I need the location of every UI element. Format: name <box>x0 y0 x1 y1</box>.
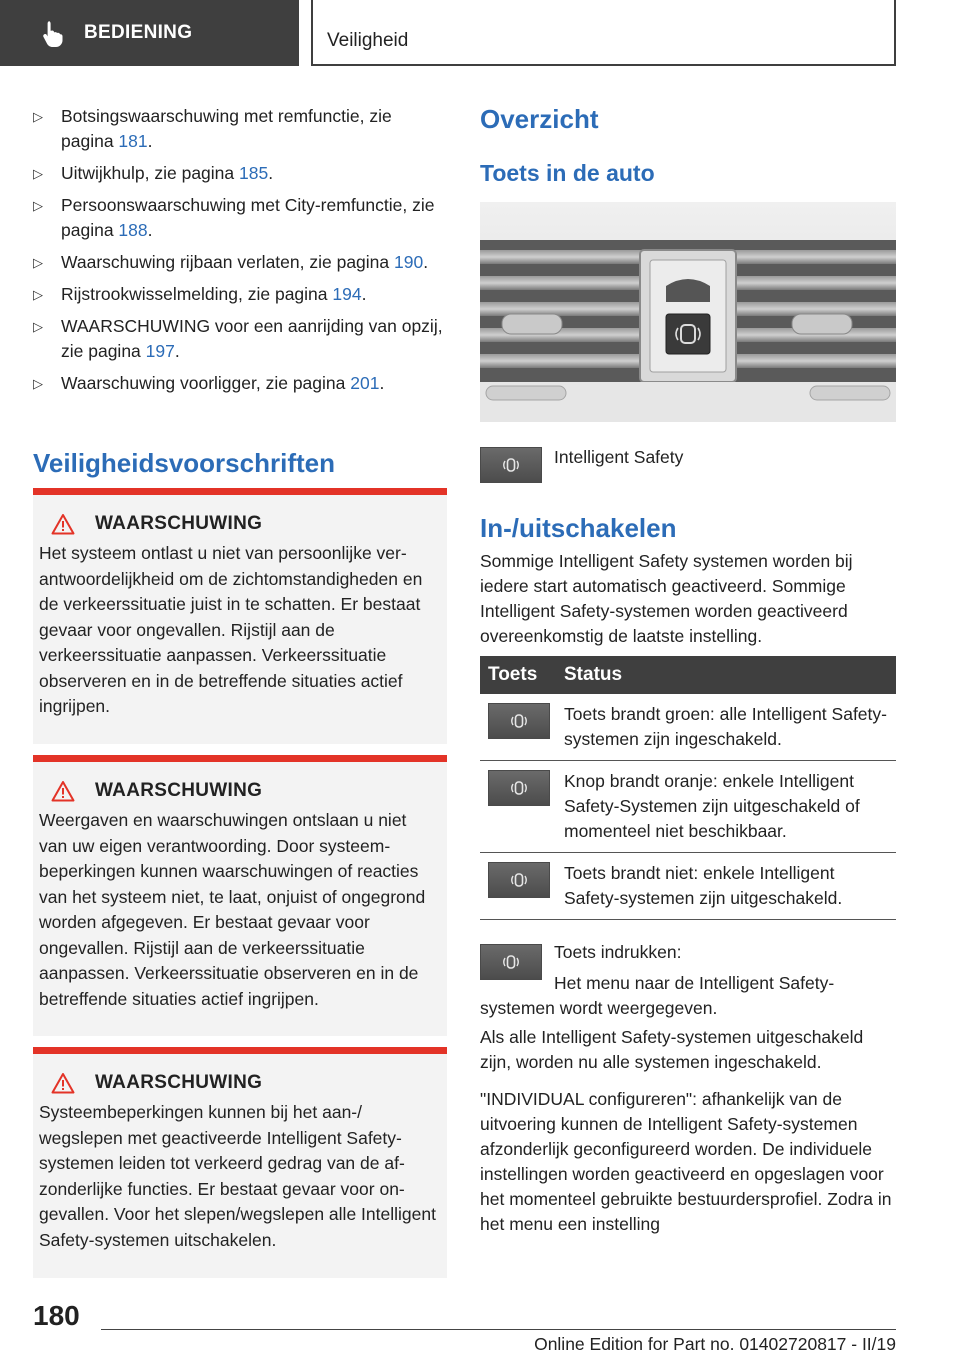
status-table <box>480 656 896 920</box>
list-item: ▷ Persoonswaarschuwing met City-remfunctie, zie pagina 188. <box>33 193 447 243</box>
list-item: ▷ Rijstrookwisselmelding, zie pagina 194. <box>33 282 447 307</box>
status-cell: Toets brandt groen: alle Intelligent Safety-systemen zijn ingeschakeld. <box>556 694 896 761</box>
footer-divider <box>101 1329 896 1330</box>
status-cell: Knop brandt oranje: enkele Intelligent Safety-Systemen zijn uitgeschakeld of momenteel niet beschikbaar. <box>556 761 896 853</box>
list-item: ▷ Uitwijkhulp, zie pagina 185. <box>33 161 447 186</box>
column-header: Toets <box>480 656 556 694</box>
safety-heading: Veiligheidsvoorschriften <box>33 448 335 478</box>
warning-box <box>33 1047 447 1278</box>
key-legend <box>480 445 884 483</box>
triangle-bullet-icon: ▷ <box>33 376 43 391</box>
table-row <box>480 694 896 761</box>
column-header: Status <box>556 656 896 694</box>
list-item: ▷ Botsingswaarschuwing met remfunctie, zie pagina 181. <box>33 104 447 154</box>
hand-pointer-icon <box>40 19 66 47</box>
air-vent-illustration <box>480 202 896 422</box>
page-link[interactable]: 188 <box>118 220 148 240</box>
page-link[interactable]: 194 <box>332 284 362 304</box>
warning-title: WAARSCHUWING <box>95 1072 263 1093</box>
table-row <box>480 853 896 920</box>
list-item: ▷ WAARSCHUWING voor een aanrijding van opzij, zie pagina 197. <box>33 314 447 364</box>
status-cell: Toets brandt niet: enkele Intelligent Safety-systemen zijn uitgeschakeld. <box>556 853 896 920</box>
warning-triangle-icon <box>51 513 75 535</box>
paragraph: "INDIVIDUAL configureren": afhankelijk van de uitvoering kunnen de Intelligent Safety-systemen afzonderlijk geconfigureerd worden. De individuele instellingen worden geactiveerd en opgeslagen voor het momenteel gebruikte bestuurdersprofiel. Zodra in het menu een instelling <box>480 1089 892 1234</box>
warning-triangle-icon <box>51 1072 75 1094</box>
page-link[interactable]: 190 <box>394 252 424 272</box>
triangle-bullet-icon: ▷ <box>33 166 43 181</box>
safety-button-icon <box>488 862 550 898</box>
chapter-label: Veiligheid <box>327 30 409 51</box>
list-item: ▷ Waarschuwing rijbaan verlaten, zie pagina 190. <box>33 250 447 275</box>
triangle-bullet-icon: ▷ <box>33 198 43 213</box>
press-result: Het menu naar de Intelligent Safety-systemen wordt weergegeven. <box>480 973 835 1018</box>
key-subheading: Toets in de auto <box>480 160 655 186</box>
warning-box <box>33 755 447 1036</box>
safety-button-icon <box>488 770 550 806</box>
related-topics-list <box>33 104 447 403</box>
list-item: ▷ Waarschuwing voorligger, zie pagina 201. <box>33 371 447 396</box>
safety-button-icon <box>480 447 542 483</box>
dashboard-button-photo <box>480 202 896 422</box>
section-tab <box>0 0 299 66</box>
press-label: Toets indrukken: <box>554 942 682 962</box>
table-row <box>480 761 896 853</box>
intro-paragraph: Sommige Intelligent Safety systemen worden bij iedere start automatisch geactiveerd. Sommige Intelligent Safety-systemen worden geactiveerd overeenkomstig de laatste instelling. <box>480 551 853 646</box>
edition-note: Online Edition for Part no. 01402720817 - II/19 <box>534 1334 896 1354</box>
table-header-row <box>480 656 896 694</box>
warning-title: WAARSCHUWING <box>95 513 263 534</box>
chapter-box <box>311 0 896 66</box>
page-link[interactable]: 181 <box>118 131 148 151</box>
page-number: 180 <box>33 1300 80 1331</box>
warning-title: WAARSCHUWING <box>95 780 263 801</box>
warning-text: Het systeem ontlast u niet van persoonlijke verantwoordelijkheid om de zichtomstandigheden en de verkeerssituatie juist in te schatten. Er bestaat gevaar voor ongevallen. Rijstijl aan de verkeerssituatie aanpassen. Verkeerssituatie observeren en in de betreffende situaties actief ingrijpen. <box>39 543 423 716</box>
triangle-bullet-icon: ▷ <box>33 287 43 302</box>
overview-heading: Overzicht <box>480 104 599 134</box>
page-link[interactable]: 185 <box>239 163 269 183</box>
section-label: BEDIENING <box>84 22 193 43</box>
warning-triangle-icon <box>51 780 75 802</box>
safety-button-icon <box>488 703 550 739</box>
triangle-bullet-icon: ▷ <box>33 319 43 334</box>
key-label: Intelligent Safety <box>554 447 684 467</box>
page-link[interactable]: 197 <box>145 341 175 361</box>
warning-text: Systeembeperkingen kunnen bij het aan-/ wegslepen met geactiveerde Intelligent Safety-systemen leiden tot verkeerd gedrag van de afzonderlijke functies. Er bestaat gevaar voor ongevallen. Voor het slepen/wegslepen alle Intelligent Safety-systemen uitschakelen. <box>39 1102 436 1250</box>
paragraph: Als alle Intelligent Safety-systemen uitgeschakeld zijn, worden nu alle systemen ingeschakeld. <box>480 1027 864 1072</box>
triangle-bullet-icon: ▷ <box>33 255 43 270</box>
page-link[interactable]: 201 <box>350 373 380 393</box>
warning-text: Weergaven en waarschuwingen ontslaan u niet van uw eigen verantwoording. Door systeembeperkingen kunnen waarschuwingen of reacties van het systeem niet, te laat, onjuist of ongegrond worden afgegeven. Er bestaat gevaar voor ongevallen. Rijstijl aan de verkeerssituatie aanpassen. Verkeerssituatie observeren en in de betreffende situaties actief ingrijpen. <box>39 810 426 1009</box>
warning-box <box>33 488 447 744</box>
triangle-bullet-icon: ▷ <box>33 109 43 124</box>
onoff-heading: In-/uitschakelen <box>480 513 677 543</box>
